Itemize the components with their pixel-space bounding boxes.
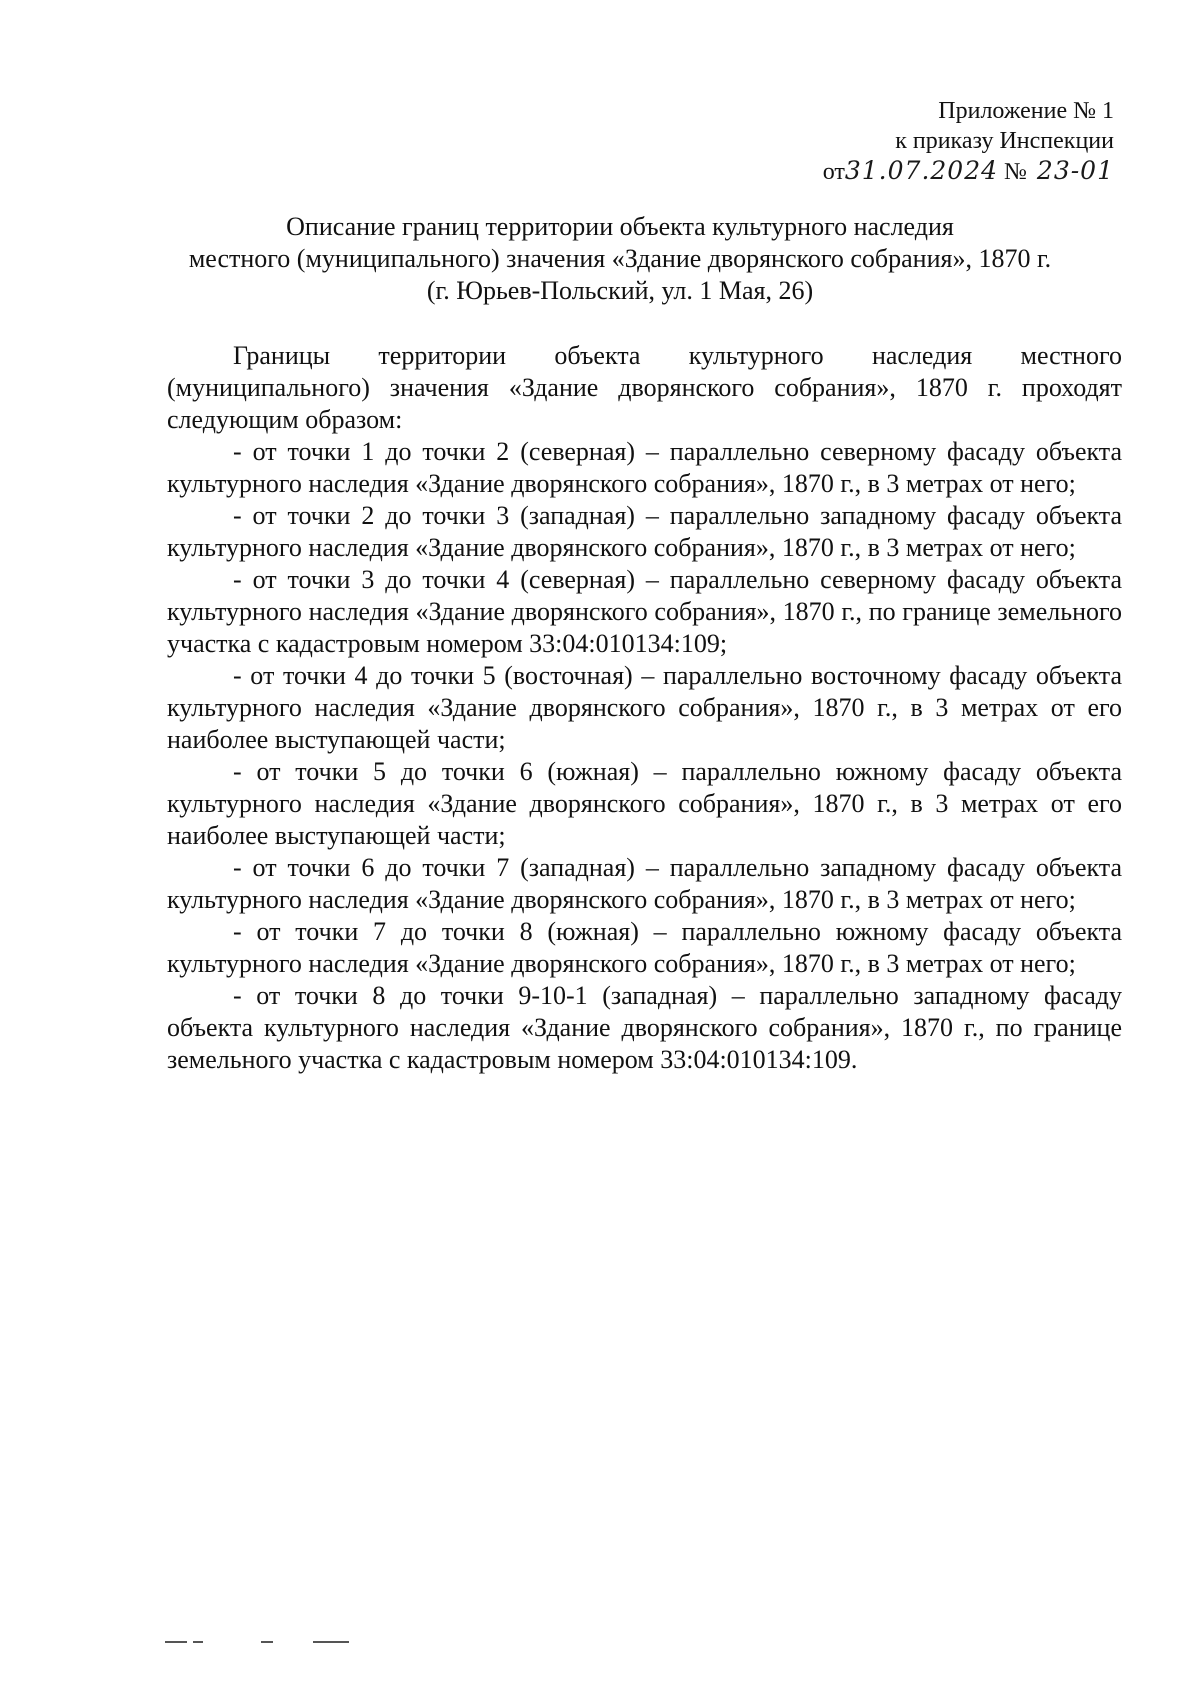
handwritten-number: 23-01 (1036, 156, 1114, 185)
boundary-segment-7: - от точки 7 до точки 8 (южная) – параллельно южному фасаду объекта культурного наследия «Здание дворянского собрания», 1870 г., в 3 метрах от него; (167, 917, 1122, 978)
boundary-segment-8: - от точки 8 до точки 9-10-1 (западная) – параллельно западному фасаду объекта культурного наследия «Здание дворянского собрания», 1870 г., по границе земельного участка с кадастровым номером 33:04:010134:109. (167, 981, 1122, 1074)
scan-mark-4 (313, 1641, 349, 1643)
document-title (120, 211, 1120, 307)
handwritten-date: 31.07.2024 (844, 156, 999, 185)
appendix-label: Приложение № 1 (938, 98, 1114, 124)
title-line-1: Описание границ территории объекта культурного наследия (286, 212, 954, 241)
scan-mark-2 (193, 1641, 203, 1643)
appendix-order-reference: к приказу Инспекции (895, 128, 1114, 154)
appendix-header (823, 96, 1114, 187)
boundary-segment-2: - от точки 2 до точки 3 (западная) – параллельно западному фасаду объекта культурного наследия «Здание дворянского собрания», 1870 г., в 3 метрах от него; (167, 501, 1122, 562)
number-prefix: № (1004, 159, 1027, 185)
intro-paragraph: Границы территории объекта культурного наследия местного (муниципального) значения «Здание дворянского собрания», 1870 г. проходят следующим образом: (167, 341, 1122, 434)
scan-artifact-marks (165, 1641, 365, 1647)
document-body (167, 340, 1122, 1076)
boundary-segment-3: - от точки 3 до точки 4 (северная) – параллельно северному фасаду объекта культурного наследия «Здание дворянского собрания», 1870 г., по границе земельного участка с кадастровым номером 33:04:010134:109; (167, 565, 1122, 658)
boundary-segment-6: - от точки 6 до точки 7 (западная) – параллельно западному фасаду объекта культурного наследия «Здание дворянского собрания», 1870 г., в 3 метрах от него; (167, 853, 1122, 914)
scan-mark-3 (261, 1641, 273, 1643)
appendix-date-number-line (823, 156, 1114, 187)
scan-mark-1 (165, 1641, 187, 1643)
boundary-segment-4: - от точки 4 до точки 5 (восточная) – параллельно восточному фасаду объекта культурного наследия «Здание дворянского собрания», 1870 г., в 3 метрах от его наиболее выступающей части; (167, 661, 1122, 754)
date-prefix: от (822, 159, 845, 185)
title-line-3: (г. Юрьев-Польский, ул. 1 Мая, 26) (426, 276, 814, 305)
title-line-2: местного (муниципального) значения «Здание дворянского собрания», 1870 г. (188, 244, 1052, 273)
boundary-segment-1: - от точки 1 до точки 2 (северная) – параллельно северному фасаду объекта культурного наследия «Здание дворянского собрания», 1870 г., в 3 метрах от него; (167, 437, 1122, 498)
boundary-segment-5: - от точки 5 до точки 6 (южная) – параллельно южному фасаду объекта культурного наследия «Здание дворянского собрания», 1870 г., в 3 метрах от его наиболее выступающей части; (167, 757, 1122, 850)
